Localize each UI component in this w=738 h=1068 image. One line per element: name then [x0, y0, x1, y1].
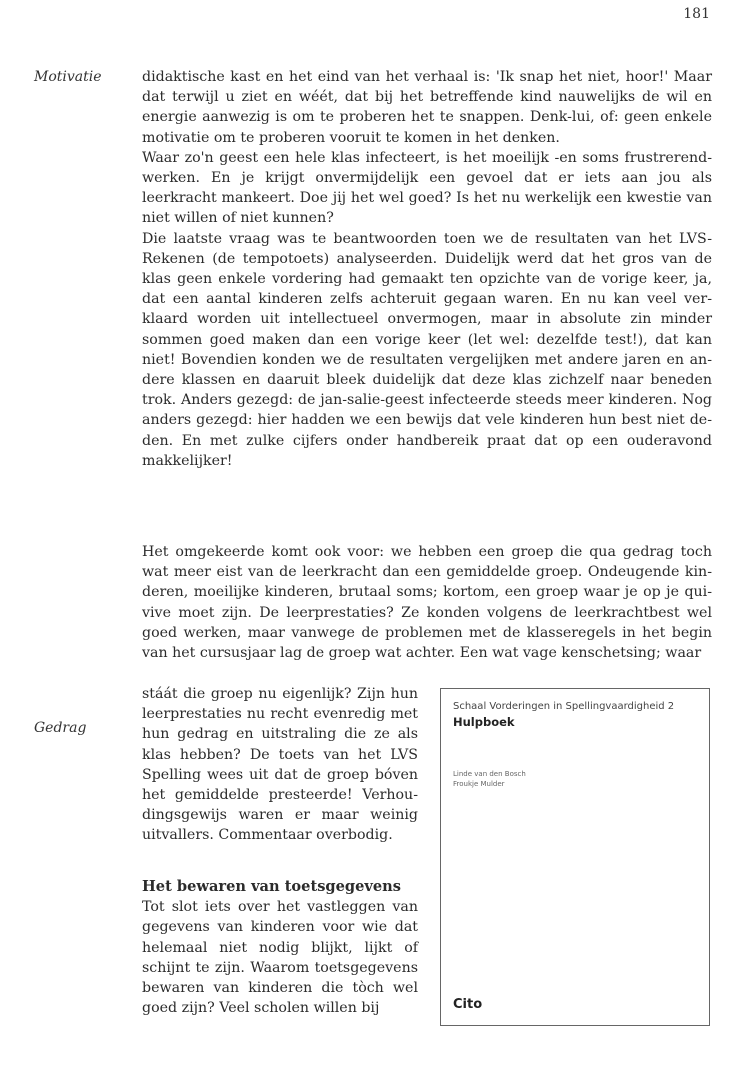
cover-subtitle: Hulpboek	[453, 715, 515, 729]
section-heading: Het bewaren van toetsgegevens	[142, 878, 401, 895]
cover-author: Froukje Mulder	[453, 780, 505, 788]
paragraph: didaktische kast en het eind van het verhaal is: 'Ik snap het niet, hoor!' Maar dat terwijl u ziet en wéét, dat bij het betreffende kind nauwelijks de wil en energie aanwezig is om te proberen het te snappen. Denk-lui, of: geen enkele motivatie om te proberen vooruit te komen in het denken.	[142, 69, 712, 146]
margin-label-gedrag: Gedrag	[34, 720, 87, 736]
cover-authors	[453, 769, 526, 789]
book-cover-image	[440, 688, 710, 1026]
paragraph: Waar zo'n geest een hele klas infecteert, is het moeilijk -en soms frustrerend-werken. En je krijgt onvermijdelijk een gevoel dat er iets aan jou als leerkracht mankeert. Doe jij het wel goed? Is het nu werkelijk een kwestie van niet willen of niet kunnen?	[142, 149, 712, 227]
cover-title: Schaal Vorderingen in Spellingvaardigheid 2	[453, 701, 675, 712]
paragraph: Het omgekeerde komt ook voor: we hebben een groep die qua gedrag toch wat meer eist van de leerkracht dan een gemiddelde groep. Ondeugende kinderen, moeilijke kinderen, brutaal soms; kortom, een groep waar je op je quivive moet zijn. De leerprestaties? Ze konden volgens de leerkrachtbest wel goed werken, maar vanwege de problemen met de klasseregels in het begin van het cursusjaar lag de groep wat achter. Een wat vage kenschetsing; waar	[142, 544, 712, 662]
body-text-block-2	[142, 542, 712, 663]
publisher-logo: Cito	[453, 997, 483, 1012]
paragraph: Tot slot iets over het vastleggen van gegevens van kinderen voor wie dat helemaal niet nodig blijkt, lijkt of schijnt te zijn. Waarom toetsgegevens bewaren van kinderen die tòch wel goed zijn? Veel scholen willen bij	[142, 899, 418, 1017]
body-text-block-1	[142, 67, 712, 471]
paragraph: Die laatste vraag was te beantwoorden toen we de resultaten van het LVS-Rekenen (de tempotoets) analyseerden. Duidelijk werd dat het gros van de klas geen enkele vordering had gemaakt ten opzichte van de vorige keer, ja, dat een aantal kinderen zelfs achteruit gegaan waren. En nu kan veel verklaard worden uit intellectueel onvermogen, maar in absolute zin minder sommen goed maken dan een vorige keer (let wel: dezelfde test!), dat kan niet! Bovendien konden we de resultaten vergelijken met andere jaren en andere klassen en daaruit bleek duidelijk dat deze klas zichzelf naar beneden trok. Anders gezegd: de jan-salie-geest infecteerde steeds meer kinderen. Nog anders gezegd: hier hadden we een bewijs dat vele kinderen hun best niet deden. En met zulke cijfers onder handbereik praat dat op een ouderavond makkelijker!	[142, 230, 712, 469]
cover-author: Linde van den Bosch	[453, 770, 526, 778]
body-text-block-4	[142, 877, 418, 1018]
margin-label-motivatie: Motivatie	[34, 69, 102, 85]
body-text-block-3	[142, 684, 418, 846]
page-number: 181	[683, 6, 710, 22]
paragraph: stáát die groep nu eigenlijk? Zijn hun leerprestaties nu recht evenredig met hun gedrag en uitstraling die ze als klas hebben? De toets van het LVS Spelling wees uit dat de groep bóven het gemiddelde presteerde! Verhoudingsgewijs waren er maar weinig uitvallers. Commentaar overbodig.	[142, 686, 418, 844]
